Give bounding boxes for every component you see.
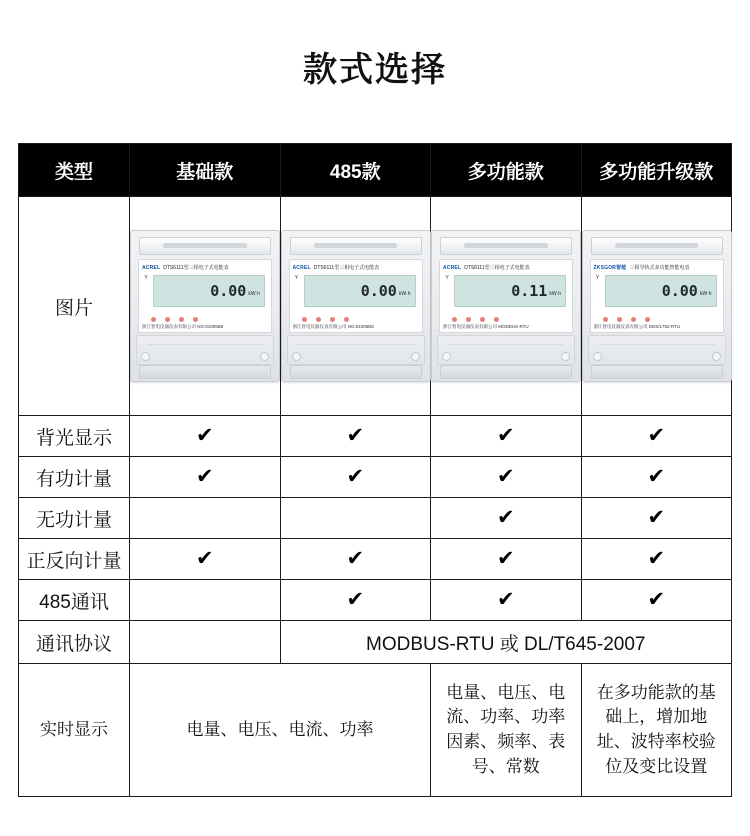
meter-model-text: DTS6111型三相电子式电能表	[313, 265, 380, 271]
check-icon: ✔	[647, 505, 666, 529]
header-row	[19, 144, 732, 197]
meter-lcd	[304, 275, 416, 307]
table-body	[19, 197, 732, 797]
meter-bottom-rail	[139, 365, 271, 379]
meter-footer-text: 浙江智电仪器仪表有限公司 NO.91005B8	[292, 324, 374, 329]
meter-indicator-leds	[302, 317, 349, 322]
row-label-backlight: 背光显示	[19, 416, 130, 457]
meter-top-rail	[440, 237, 572, 255]
check-icon: ✔	[647, 423, 666, 447]
table-row-485-comm	[19, 580, 732, 621]
meter-indicator-leds	[603, 317, 650, 322]
lcd-unit: kW·h	[699, 291, 712, 297]
header-cell-type: 类型	[19, 144, 130, 197]
cell-active-basic	[130, 457, 281, 498]
meter-lcd	[605, 275, 717, 307]
meter-bottom-rail	[290, 365, 422, 379]
cell-protocol-basic	[130, 621, 281, 664]
row-label-realtime-display: 实时显示	[19, 664, 130, 797]
meter-illustration	[582, 230, 732, 382]
check-icon: ✔	[647, 546, 666, 570]
meter-face	[289, 259, 423, 333]
page-title: 款式选择	[303, 51, 447, 89]
check-icon: ✔	[195, 546, 214, 570]
meter-screws	[282, 352, 430, 361]
meter-bottom-rail	[591, 365, 723, 379]
cell-reactive-basic	[130, 498, 281, 539]
meter-footer-text: 浙江智电仪器仪表有限公司 DDS/1752-RTU	[593, 324, 681, 329]
meter-brand-line	[142, 262, 268, 273]
meter-screws	[432, 352, 580, 361]
cell-485comm-basic	[130, 580, 281, 621]
meter-top-rail	[591, 237, 723, 255]
meter-brand-line	[293, 262, 419, 273]
cell-reactive-upgrade	[581, 498, 732, 539]
cell-bidirectional-upgrade	[581, 539, 732, 580]
cell-display-upgrade: 在多功能款的基础上，增加地址、波特率校验位及变比设置	[581, 664, 732, 797]
meter-indicator-leds	[452, 317, 499, 322]
cell-backlight-multifunction	[431, 416, 582, 457]
meter-left-marks: Y	[595, 275, 600, 281]
check-icon: ✔	[195, 423, 214, 447]
meter-face	[439, 259, 573, 333]
check-icon: ✔	[346, 464, 365, 488]
meter-brand-line	[594, 262, 720, 273]
cell-display-basic-485: 电量、电压、电流、功率	[130, 664, 431, 797]
cell-bidirectional-basic	[130, 539, 281, 580]
meter-screws	[583, 352, 731, 361]
meter-model-text: DTS6111型三相电子式电能表	[163, 265, 229, 271]
meter-indicator-leds	[151, 317, 198, 322]
brand-logo: ACREL	[142, 264, 161, 271]
meter-cell-485	[280, 197, 431, 416]
meter-lcd	[153, 275, 265, 307]
row-label-active-energy: 有功计量	[19, 457, 130, 498]
meter-screws	[131, 352, 279, 361]
check-icon: ✔	[647, 587, 666, 611]
cell-485comm-485	[280, 580, 431, 621]
lcd-value: 0.00	[210, 282, 247, 300]
cell-bidirectional-multifunction	[431, 539, 582, 580]
meter-cell-basic	[130, 197, 281, 416]
meter-model-text: DTS6111型三相电子式电能表	[464, 265, 530, 271]
spec-table-wrapper	[18, 143, 732, 797]
row-label-protocol: 通讯协议	[19, 621, 130, 664]
row-label-reactive-energy: 无功计量	[19, 498, 130, 539]
lcd-value: 0.00	[661, 282, 698, 300]
table-row-active-energy	[19, 457, 732, 498]
cell-reactive-485	[280, 498, 431, 539]
meter-face	[590, 259, 724, 333]
meter-model-text: 三相导轨式多功能智能电表	[629, 265, 690, 271]
check-icon: ✔	[346, 587, 365, 611]
meter-left-marks: Y	[445, 275, 449, 281]
table-row-protocol	[19, 621, 732, 664]
check-icon: ✔	[496, 505, 515, 529]
meter-top-rail	[139, 237, 271, 255]
cell-485comm-upgrade	[581, 580, 732, 621]
table-row-image	[19, 197, 732, 416]
cell-active-upgrade	[581, 457, 732, 498]
check-icon: ✔	[496, 546, 515, 570]
header-cell-multifunction-upgrade: 多功能升级款	[581, 144, 732, 197]
meter-brand-line	[443, 262, 569, 273]
meter-left-marks: Y	[294, 275, 299, 281]
check-icon: ✔	[346, 546, 365, 570]
meter-lcd	[454, 275, 566, 307]
cell-bidirectional-485	[280, 539, 431, 580]
check-icon: ✔	[647, 464, 666, 488]
check-icon: ✔	[195, 464, 214, 488]
table-row-bidirectional	[19, 539, 732, 580]
check-icon: ✔	[496, 423, 515, 447]
cell-active-485	[280, 457, 431, 498]
cell-backlight-upgrade	[581, 416, 732, 457]
cell-backlight-basic	[130, 416, 281, 457]
meter-cell-multifunction	[431, 197, 582, 416]
check-icon: ✔	[496, 464, 515, 488]
row-label-bidirectional: 正反向计量	[19, 539, 130, 580]
meter-cell-multifunction-upgrade	[581, 197, 732, 416]
check-icon: ✔	[496, 587, 515, 611]
brand-logo: ACREL	[443, 264, 462, 271]
lcd-unit: kW·h	[248, 291, 260, 297]
header-cell-basic: 基础款	[130, 144, 281, 197]
brand-logo: ZKSGOR智能	[593, 265, 627, 271]
meter-illustration	[281, 230, 431, 382]
cell-reactive-multifunction	[431, 498, 582, 539]
meter-bottom-rail	[440, 365, 572, 379]
row-label-485-comm: 485通讯	[19, 580, 130, 621]
header-cell-multifunction: 多功能款	[431, 144, 582, 197]
cell-active-multifunction	[431, 457, 582, 498]
cell-backlight-485	[280, 416, 431, 457]
meter-top-rail	[290, 237, 422, 255]
header-cell-485: 485款	[280, 144, 431, 197]
check-icon: ✔	[346, 423, 365, 447]
table-header	[19, 144, 732, 197]
spec-table	[18, 143, 732, 797]
row-label-image: 图片	[19, 197, 130, 416]
lcd-unit: kW·h	[549, 291, 561, 297]
meter-illustration	[431, 230, 581, 382]
brand-logo: ACREL	[292, 264, 311, 271]
lcd-value: 0.00	[360, 282, 397, 300]
meter-face	[138, 259, 272, 333]
cell-protocol-merged: MODBUS-RTU 或 DL/T645-2007	[280, 621, 732, 664]
meter-footer-text: 浙江智电仪器仪表有限公司 MODBUS-RTU	[443, 324, 529, 329]
meter-footer-text: 浙江智电仪器仪表有限公司 NO.91005B8	[142, 324, 224, 329]
meter-illustration	[130, 230, 280, 382]
table-row-backlight	[19, 416, 732, 457]
cell-display-multifunction: 电量、电压、电流、功率、功率因素、频率、表号、常数	[431, 664, 582, 797]
meter-left-marks: Y	[144, 275, 148, 281]
table-row-reactive-energy	[19, 498, 732, 539]
lcd-value: 0.11	[511, 282, 548, 300]
lcd-unit: kW·h	[398, 291, 411, 297]
table-row-realtime-display	[19, 664, 732, 797]
cell-485comm-multifunction	[431, 580, 582, 621]
